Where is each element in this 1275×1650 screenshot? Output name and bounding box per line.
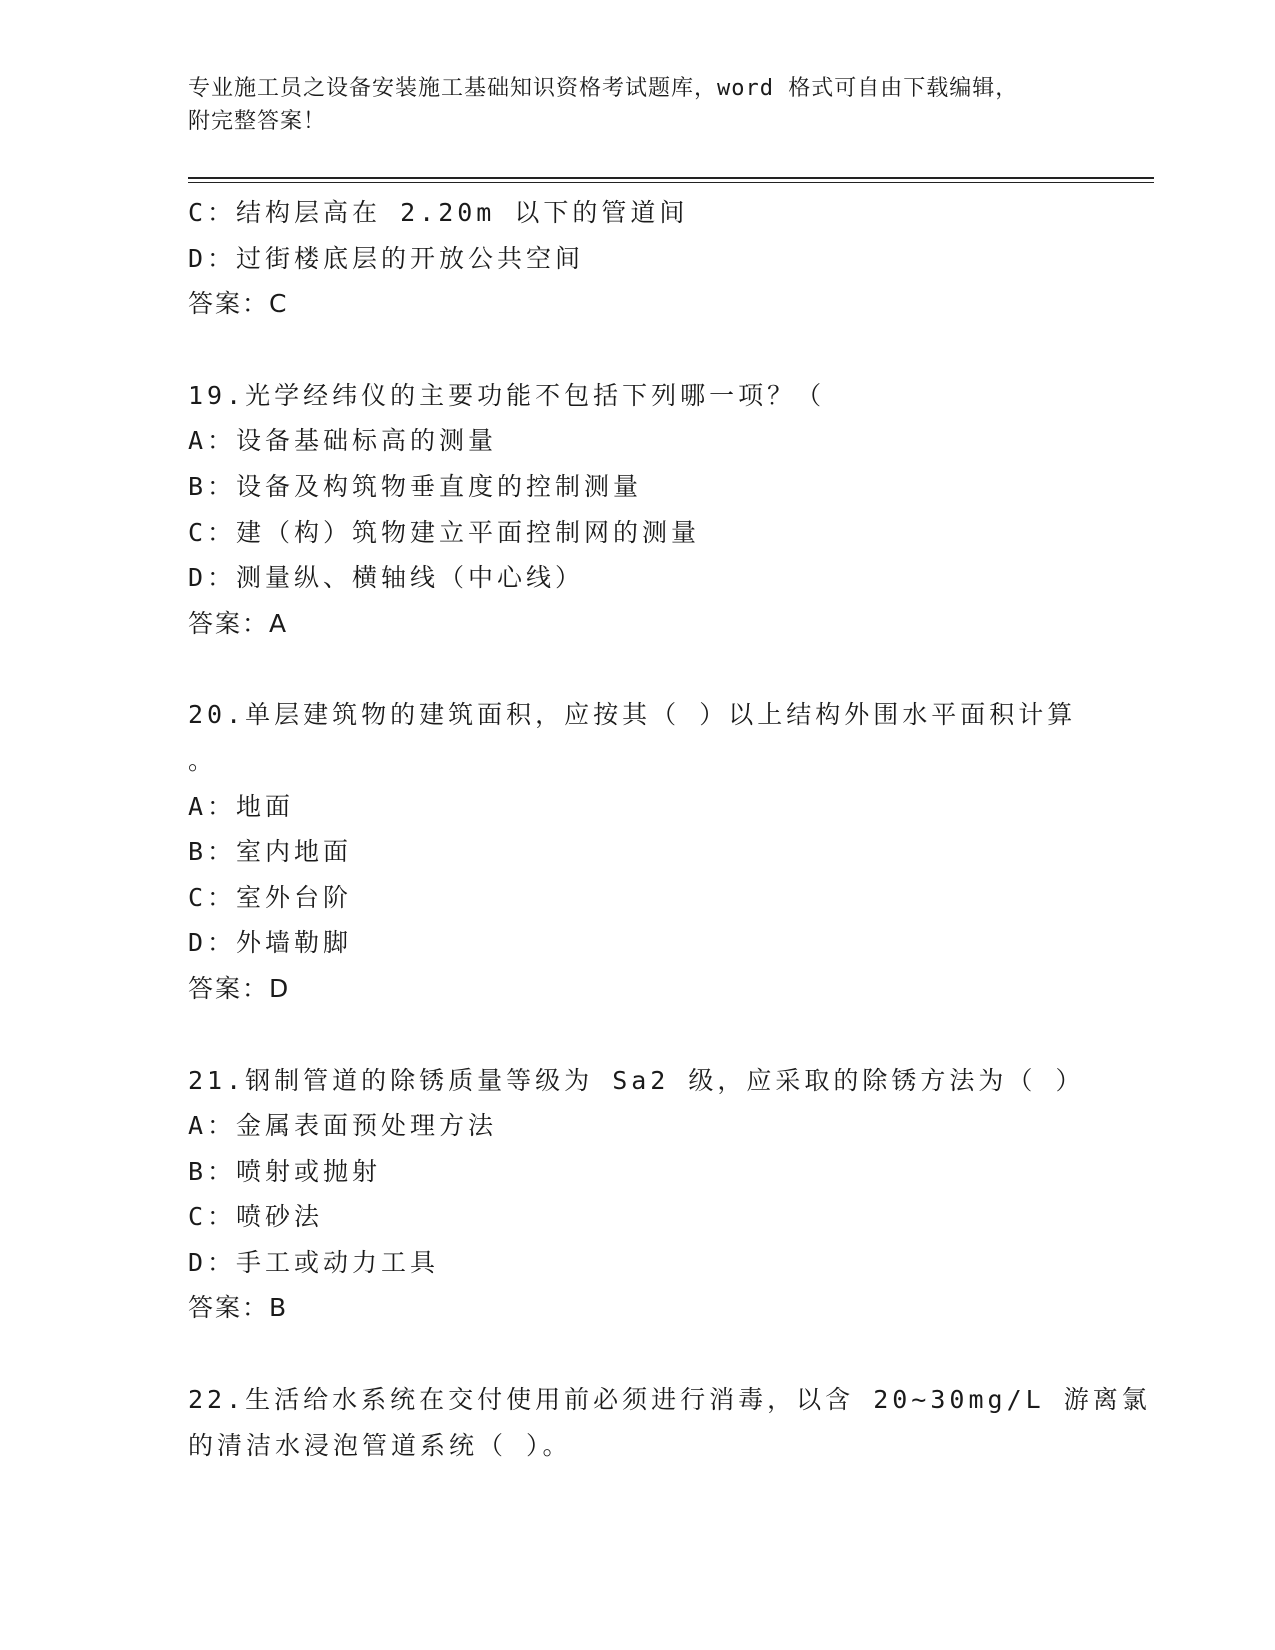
question-19 <box>188 373 1088 647</box>
document-header <box>188 72 1068 138</box>
question-content <box>188 190 1151 1468</box>
option-c: C：建（构）筑物建立平面控制网的测量 <box>188 517 701 547</box>
question-text: 19.光学经纬仪的主要功能不包括下列哪一项？（ <box>188 380 826 410</box>
option-a: A：设备基础标高的测量 <box>188 426 498 456</box>
option-c: C：结构层高在 2.20m 以下的管道间 <box>188 198 689 227</box>
option-c: C：喷砂法 <box>188 1202 324 1232</box>
answer-line: 答案：D <box>188 973 291 1003</box>
header-divider-thick <box>188 177 1154 179</box>
option-a: A：地面 <box>188 791 295 821</box>
option-d: D：过街楼底层的开放公共空间 <box>188 243 585 273</box>
option-b: B：设备及构筑物垂直度的控制测量 <box>188 471 643 501</box>
header-divider-thin <box>188 182 1154 183</box>
question-text: 22.生活给水系统在交付使用前必须进行消毒，以含 20~30mg/L 游离氯 <box>188 1385 1151 1415</box>
option-c: C：室外台阶 <box>188 882 353 912</box>
question-text: 21.钢制管道的除锈质量等级为 Sa2 级，应采取的除锈方法为（ ） <box>188 1065 1085 1095</box>
option-d: D：外墙勒脚 <box>188 928 353 958</box>
question-text-continued: 的清洁水浸泡管道系统（ ）。 <box>188 1430 572 1460</box>
question-text-continued: 。 <box>188 745 218 775</box>
option-a: A：金属表面预处理方法 <box>188 1111 498 1141</box>
question-20 <box>188 692 1088 1011</box>
answer-line: 答案：A <box>188 608 289 638</box>
header-line-2: 附完整答案！ <box>188 109 327 134</box>
header-line-1: 专业施工员之设备安装施工基础知识资格考试题库，word 格式可自由下载编辑， <box>188 76 1019 101</box>
answer-line: 答案：B <box>188 1293 289 1323</box>
option-d: D：手工或动力工具 <box>188 1247 440 1277</box>
question-22 <box>188 1377 1151 1468</box>
option-d: D：测量纵、横轴线（中心线） <box>188 563 585 593</box>
question-21 <box>188 1058 1088 1332</box>
option-b: B：喷射或抛射 <box>188 1156 382 1186</box>
answer-line: 答案：C <box>188 289 289 319</box>
option-b: B：室内地面 <box>188 837 353 867</box>
question-text: 20.单层建筑物的建筑面积，应按其（ ）以上结构外围水平面积计算 <box>188 700 1077 730</box>
